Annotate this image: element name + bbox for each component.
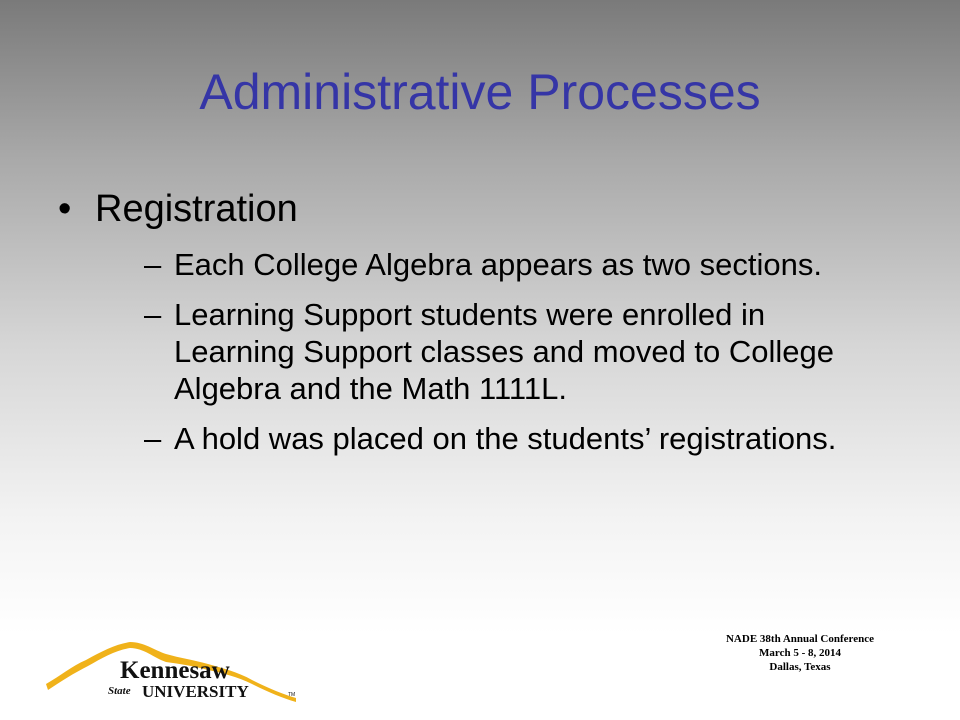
- bullet-marker: •: [58, 188, 72, 230]
- sub-bullet-text: Each College Algebra appears as two sections.: [174, 247, 822, 282]
- conference-info: [700, 632, 900, 674]
- kennesaw-state-logo: [42, 636, 304, 704]
- sub-bullet-marker: –: [144, 247, 162, 282]
- sub-bullet-item: [95, 420, 878, 457]
- sub-bullet-item: [95, 246, 878, 283]
- sub-bullet-marker: –: [144, 297, 162, 332]
- bullet-item-registration: [58, 182, 878, 457]
- logo-word-state: State: [108, 685, 131, 697]
- sub-bullet-list: [95, 246, 878, 457]
- logo-trademark: TM: [288, 692, 296, 698]
- sub-bullet-item: [95, 296, 878, 407]
- conference-line: March 5 - 8, 2014: [759, 647, 841, 659]
- logo-word-university: UNIVERSITY: [142, 682, 249, 701]
- sub-bullet-text: Learning Support students were enrolled in Learning Support classes and moved to College Algebra and the Math 1111L.: [174, 297, 835, 406]
- bullet-list: [58, 182, 878, 470]
- bullet-text: Registration: [95, 188, 298, 230]
- sub-bullet-text: A hold was placed on the students’ registrations.: [174, 421, 837, 456]
- sub-bullet-marker: –: [144, 421, 162, 456]
- conference-line: Dallas, Texas: [769, 661, 831, 673]
- logo-word-kennesaw: Kennesaw: [120, 657, 230, 684]
- slide-title: Administrative Processes: [199, 64, 761, 120]
- conference-line: NADE 38th Annual Conference: [725, 633, 874, 645]
